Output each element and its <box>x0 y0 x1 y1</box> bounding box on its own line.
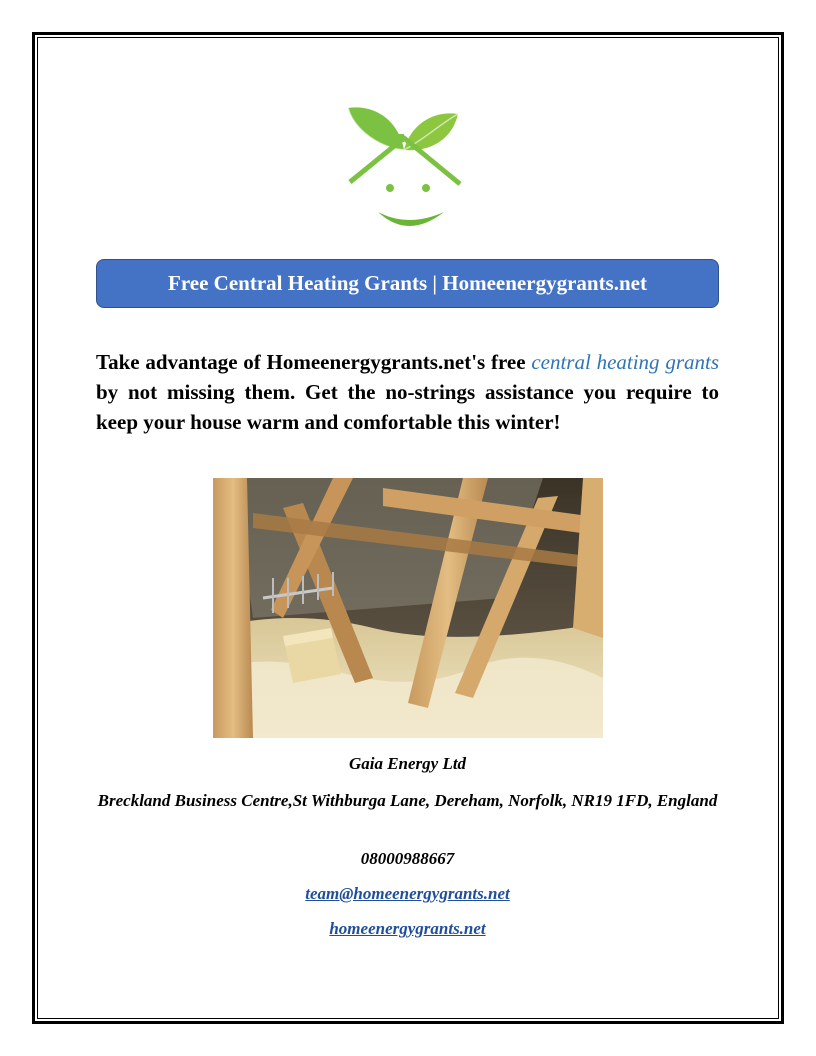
intro-text-before: Take advantage of Homeenergygrants.net's free <box>96 350 532 374</box>
company-address: Breckland Business Centre,St Withburga Lane, Dereham, Norfolk, NR19 1FD, England <box>97 791 718 810</box>
intro-paragraph <box>96 347 719 437</box>
website-link[interactable]: homeenergygrants.net <box>329 919 486 938</box>
central-heating-grants-link[interactable]: central heating grants <box>531 350 719 374</box>
company-phone: 08000988667 <box>360 849 455 868</box>
intro-text-after: by not missing them. Get the no-strings assistance you require to keep your house warm and comfortable this winter! <box>96 380 719 434</box>
house-leaf-smile-logo-icon <box>340 100 472 242</box>
company-name: Gaia Energy Ltd <box>348 754 467 773</box>
loft-insulation-photo-icon <box>213 478 603 738</box>
page-title: Free Central Heating Grants | Homeenergygrants.net <box>168 271 647 295</box>
title-banner <box>96 259 719 308</box>
email-link[interactable]: team@homeenergygrants.net <box>305 884 510 903</box>
